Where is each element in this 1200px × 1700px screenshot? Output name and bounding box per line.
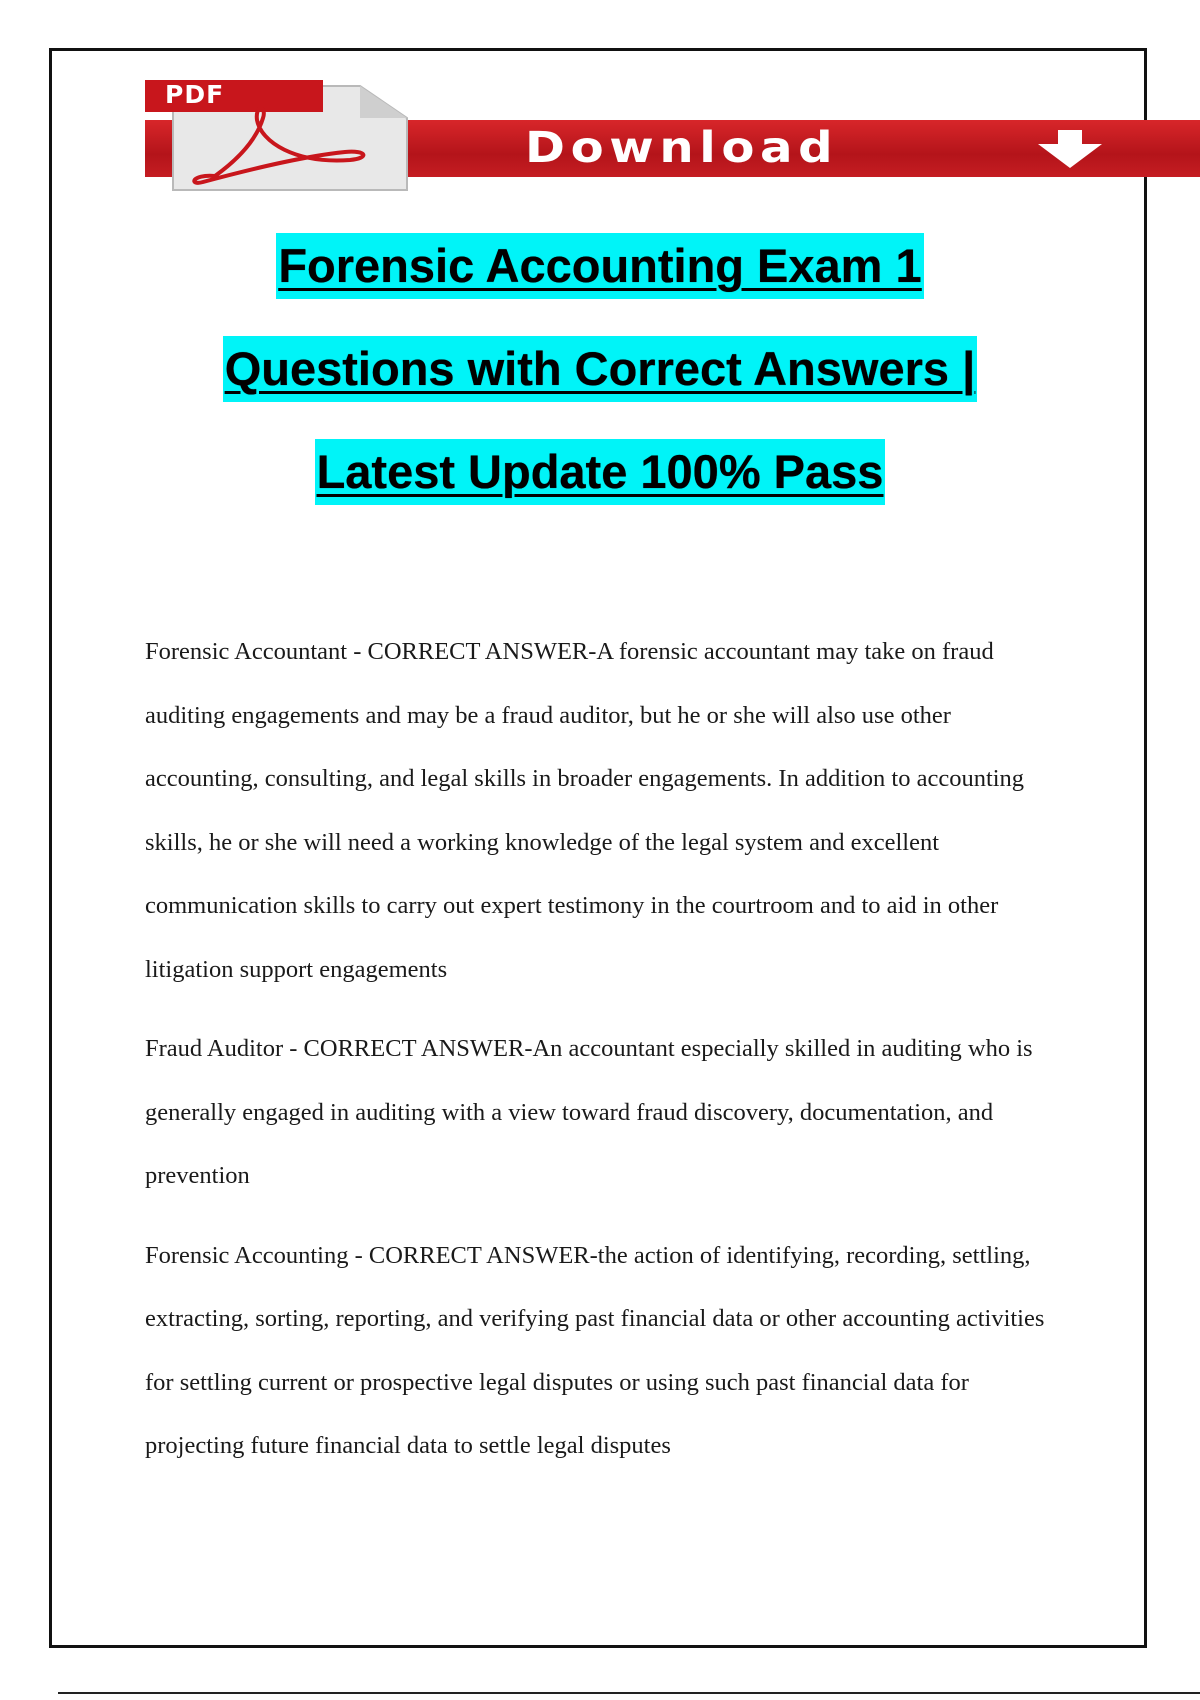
pdf-badge-label: PDF (165, 80, 225, 109)
download-arrow-icon[interactable] (1030, 130, 1110, 170)
qa-entry-forensic-accounting: Forensic Accounting - CORRECT ANSWER-the action of identifying, recording, settling, extracting, sorting, reporting, and verifying past financial data or other accounting activities for settling current or prospective legal disputes or using such past financial data for projecting future financial data to settle legal disputes (145, 1241, 1045, 1459)
qa-entry-fraud-auditor: Fraud Auditor - CORRECT ANSWER-An accountant especially skilled in auditing who is generally engaged in auditing with a view toward fraud discovery, documentation, and prevention (145, 1035, 1033, 1189)
title-line-3: Latest Update 100% Pass (315, 439, 886, 505)
qa-list (145, 620, 1065, 1478)
title-line-2: Questions with Correct Answers | (223, 336, 978, 402)
qa-entry-forensic-accountant: Forensic Accountant - CORRECT ANSWER-A forensic accountant may take on fraud auditing engagements and may be a fraud auditor, but he or she will also use other accounting, consulting, and legal skills in broader engagements. In addition to accounting skills, he or she will need a working knowledge of the legal system and excellent communication skills to carry out expert testimony in the courtroom and to aid in other litigation support engagements (145, 638, 1025, 983)
download-label[interactable]: Download (525, 123, 839, 173)
title-line-1: Forensic Accounting Exam 1 (276, 233, 923, 299)
page-divider (58, 1692, 1200, 1694)
